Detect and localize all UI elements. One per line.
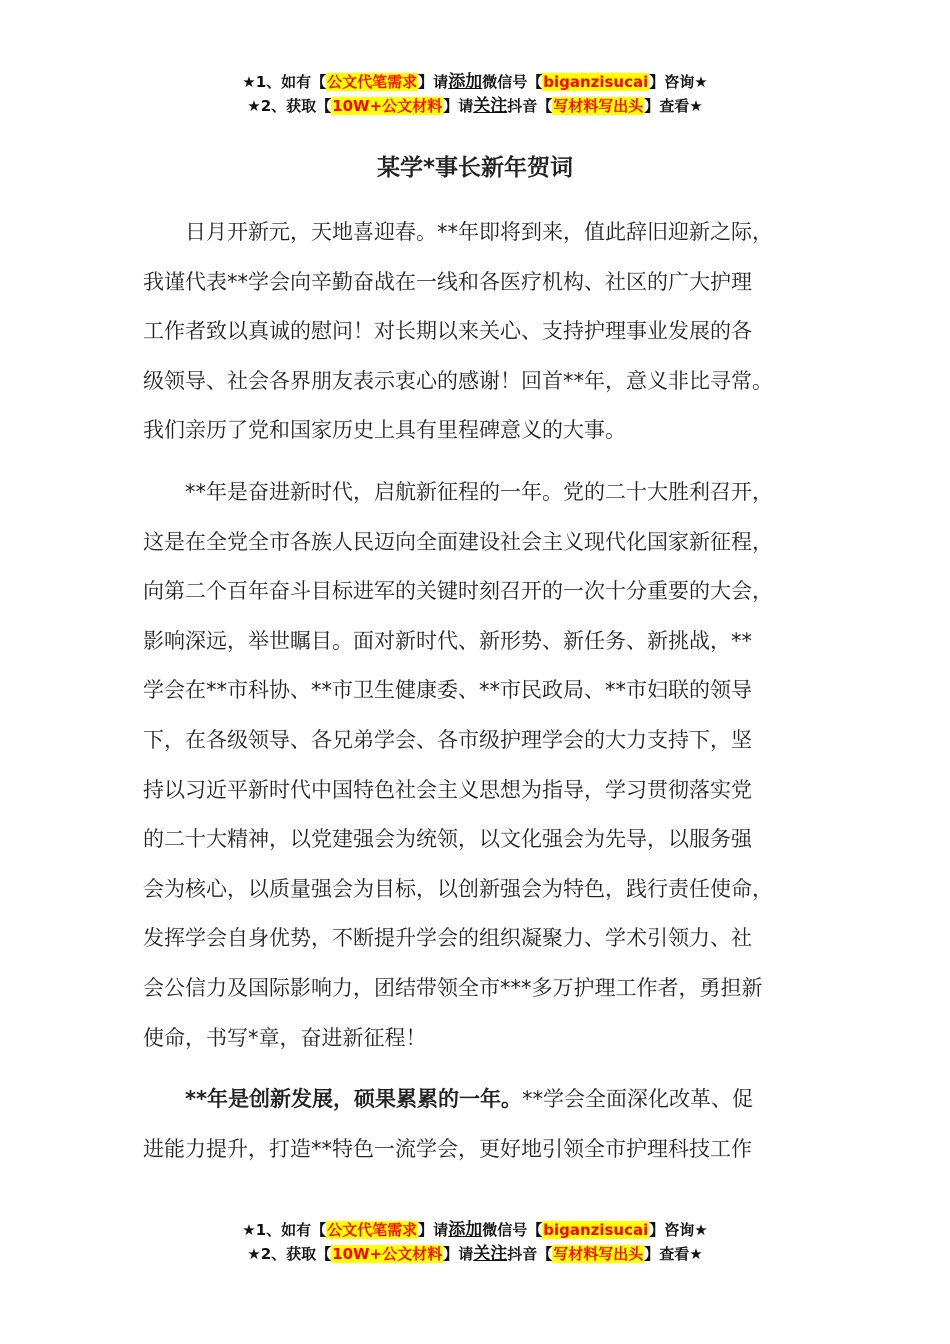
text-line: 下，在各级领导、各兄弟学会、各市级护理学会的大力支持下，坚 [143,727,752,752]
paragraph-1 [143,208,833,456]
text-line: 的二十大精神，以党建强会为统领，以文化强会为先导，以服务强 [143,827,752,852]
text-line: 工作者致以真诚的慰问！对长期以来关心、支持护理事业发展的各 [143,319,752,344]
banner-text: 抖音【 [507,1245,553,1263]
banner-highlight: 10W+公文材料 [332,97,443,115]
banner-highlight: 10W+公文材料 [332,1245,443,1263]
text-run: **学会全面深化改革、促 [521,1087,753,1112]
banner-highlight: biganzisucai [543,73,649,91]
banner-highlight: 公文代笔需求 [327,1221,418,1239]
text-line: 学会在**市科协、**市卫生健康委、**市民政局、**市妇联的领导 [143,678,752,703]
banner-line-1 [0,1218,950,1242]
banner-line-2 [0,94,950,118]
bold-lead: **年是创新发展，硕果累累的一年。 [185,1087,522,1112]
banner-text: 】请 [443,1245,474,1263]
text-line: 我谨代表**学会向辛勤奋战在一线和各医疗机构、社区的广大护理 [143,269,752,294]
paragraph-3 [143,1075,833,1174]
banner-highlight: 写材料写出头 [553,1245,644,1263]
text-line: 向第二个百年奋斗目标进军的关键时刻召开的一次十分重要的大会， [143,579,773,604]
header-banner [0,70,950,118]
banner-highlight: biganzisucai [543,1221,649,1239]
footer-banner [0,1218,950,1266]
text-line [143,1075,833,1125]
paragraph-2 [143,468,833,1063]
text-line: 使命，书写*章，奋进新征程！ [143,1025,427,1050]
text-line: 这是在全党全市各族人民迈向全面建设社会主义现代化国家新征程， [143,529,773,554]
banner-emphasis: 添加 [448,72,483,92]
text-line: 会为核心，以质量强会为目标，以创新强会为特色，践行责任使命， [143,876,773,901]
banner-emphasis: 关注 [473,1244,508,1264]
text-line: 会公信力及国际影响力，团结带领全市***多万护理工作者，勇担新 [143,975,763,1000]
banner-text: ★2、获取【 [247,1245,332,1263]
text-line: 我们亲历了党和国家历史上具有里程碑意义的大事。 [143,418,626,443]
banner-text: 】查看★ [644,97,703,115]
text-line: 发挥学会自身优势，不断提升学会的组织凝聚力、学术引领力、社 [143,926,752,951]
banner-text: 】查看★ [644,1245,703,1263]
banner-text: 】请 [443,97,474,115]
text-line: 日月开新元，天地喜迎春。**年即将到来，值此辞旧迎新之际， [185,220,773,244]
banner-text: 】请 [418,73,449,91]
document-body [143,208,833,1186]
banner-emphasis: 关注 [473,96,508,116]
banner-text: ★1、如有【 [242,1221,327,1239]
banner-text: 】请 [418,1221,449,1239]
text-line: 影响深远，举世瞩目。面对新时代、新形势、新任务、新挑战，** [143,628,752,653]
banner-line-1 [0,70,950,94]
text-line: 持以习近平新时代中国特色社会主义思想为指导，学习贯彻落实党 [143,777,752,802]
banner-emphasis: 添加 [448,1220,483,1240]
banner-highlight: 公文代笔需求 [327,73,418,91]
banner-text: 微信号【 [482,1221,543,1239]
banner-text: ★2、获取【 [247,97,332,115]
text-line: 进能力提升，打造**特色一流学会，更好地引领全市护理科技工作 [143,1136,752,1161]
banner-text: 微信号【 [482,73,543,91]
document-title: 某学*事长新年贺词 [376,155,574,181]
text-line: 级领导、社会各界朋友表示衷心的感谢！回首**年，意义非比寻常。 [143,368,773,393]
banner-text: ★1、如有【 [242,73,327,91]
banner-text: 】咨询★ [649,1221,708,1239]
text-line: **年是奋进新时代，启航新征程的一年。党的二十大胜利召开， [185,479,773,504]
banner-highlight: 写材料写出头 [553,97,644,115]
banner-line-2 [0,1242,950,1266]
banner-text: 抖音【 [507,97,553,115]
banner-text: 】咨询★ [649,73,708,91]
